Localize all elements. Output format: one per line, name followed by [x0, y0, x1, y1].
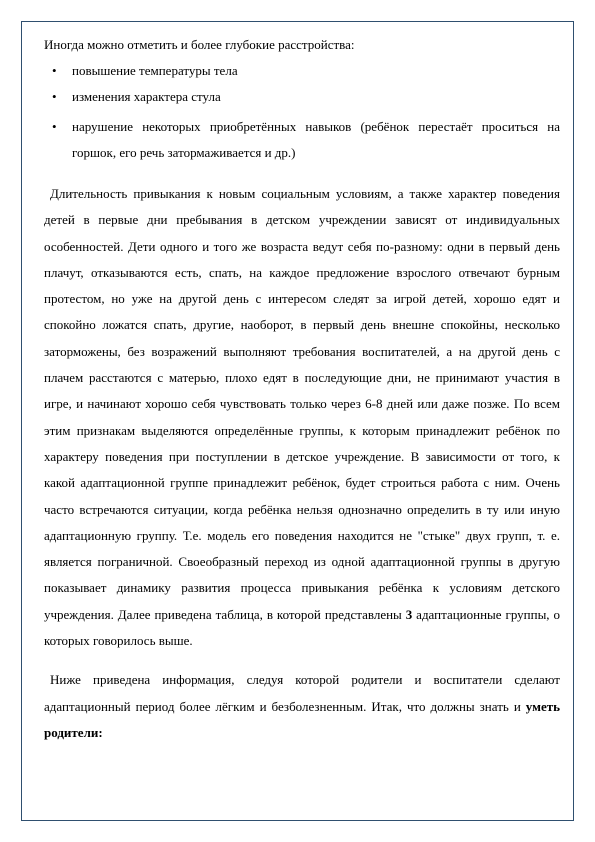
list-item-text: нарушение некоторых приобретённых навыков (ребёнок перестаёт проситься на горшок, его речь затормаживается и др.) — [72, 119, 560, 160]
paragraph-parents — [44, 667, 560, 746]
symptom-list — [52, 62, 560, 166]
bullet-icon: • — [52, 89, 57, 104]
paragraph-bold-tail: уметь родители: — [44, 698, 560, 740]
list-item-text: повышение температуры тела — [72, 63, 238, 78]
paragraph-adaptation — [44, 181, 560, 654]
list-item — [52, 62, 560, 80]
list-item — [52, 114, 560, 166]
document-body — [44, 36, 560, 746]
list-item — [52, 88, 560, 106]
paragraph-text: Ниже приведена информация, следуя которой родители и воспитатели сделают адаптационный период более лёгким и безболезненным. Итак, что должны знать и — [44, 672, 560, 714]
group-count: 3 — [405, 606, 413, 622]
bullet-icon: • — [52, 119, 57, 134]
list-item-text: изменения характера стула — [72, 89, 221, 104]
bullet-icon: • — [52, 63, 57, 78]
paragraph-text: Длительность привыкания к новым социальным условиям, а также характер поведения детей в первые дни пребывания в детском учреждении зависят от индивидуальных особенностей. Дети одного и того же возраста ведут себя по-разному: одни в первый день плачут, отказываются есть, спать, на каждое предложение взрослого отвечают бурным протестом, но уже на другой день с интересом следят за игрой детей, хорошо едят и спокойно ложатся спать, другие, наоборот, в первый день внешне спокойны, несколько заторможены, без возражений выполняют требования воспитателей, а на другой день с плачем расстаются с матерью, плохо едят в последующие дни, не принимают участия в игре, и начинают хорошо себя чувствовать только через 6-8 дней или даже позже. По всем этим признакам выделяются определённые группы, к которым принадлежит ребёнок по характеру поведения при поступлении в детское учреждение. В зависимости от того, к какой адаптационной группе принадлежит ребёнок, будет строиться работа с ним. Очень часто встречаются ситуации, когда ребёнка нельзя однозначно определить в ту или иную адаптационную группу. Т.е. модель его поведения находится не "стыке" двух групп, т. е. является пограничной. Своеобразный переход из одной адаптационной группы в другую показывает динамику развития процесса привыкания ребёнка к условиям детского учреждения. Далее приведена таблица, в которой представлены — [44, 186, 560, 622]
paragraph-text-end: адаптационные группы, о которых говорилось выше. — [44, 606, 560, 649]
intro-text: Иногда можно отметить и более глубокие расстройства: — [44, 37, 355, 52]
